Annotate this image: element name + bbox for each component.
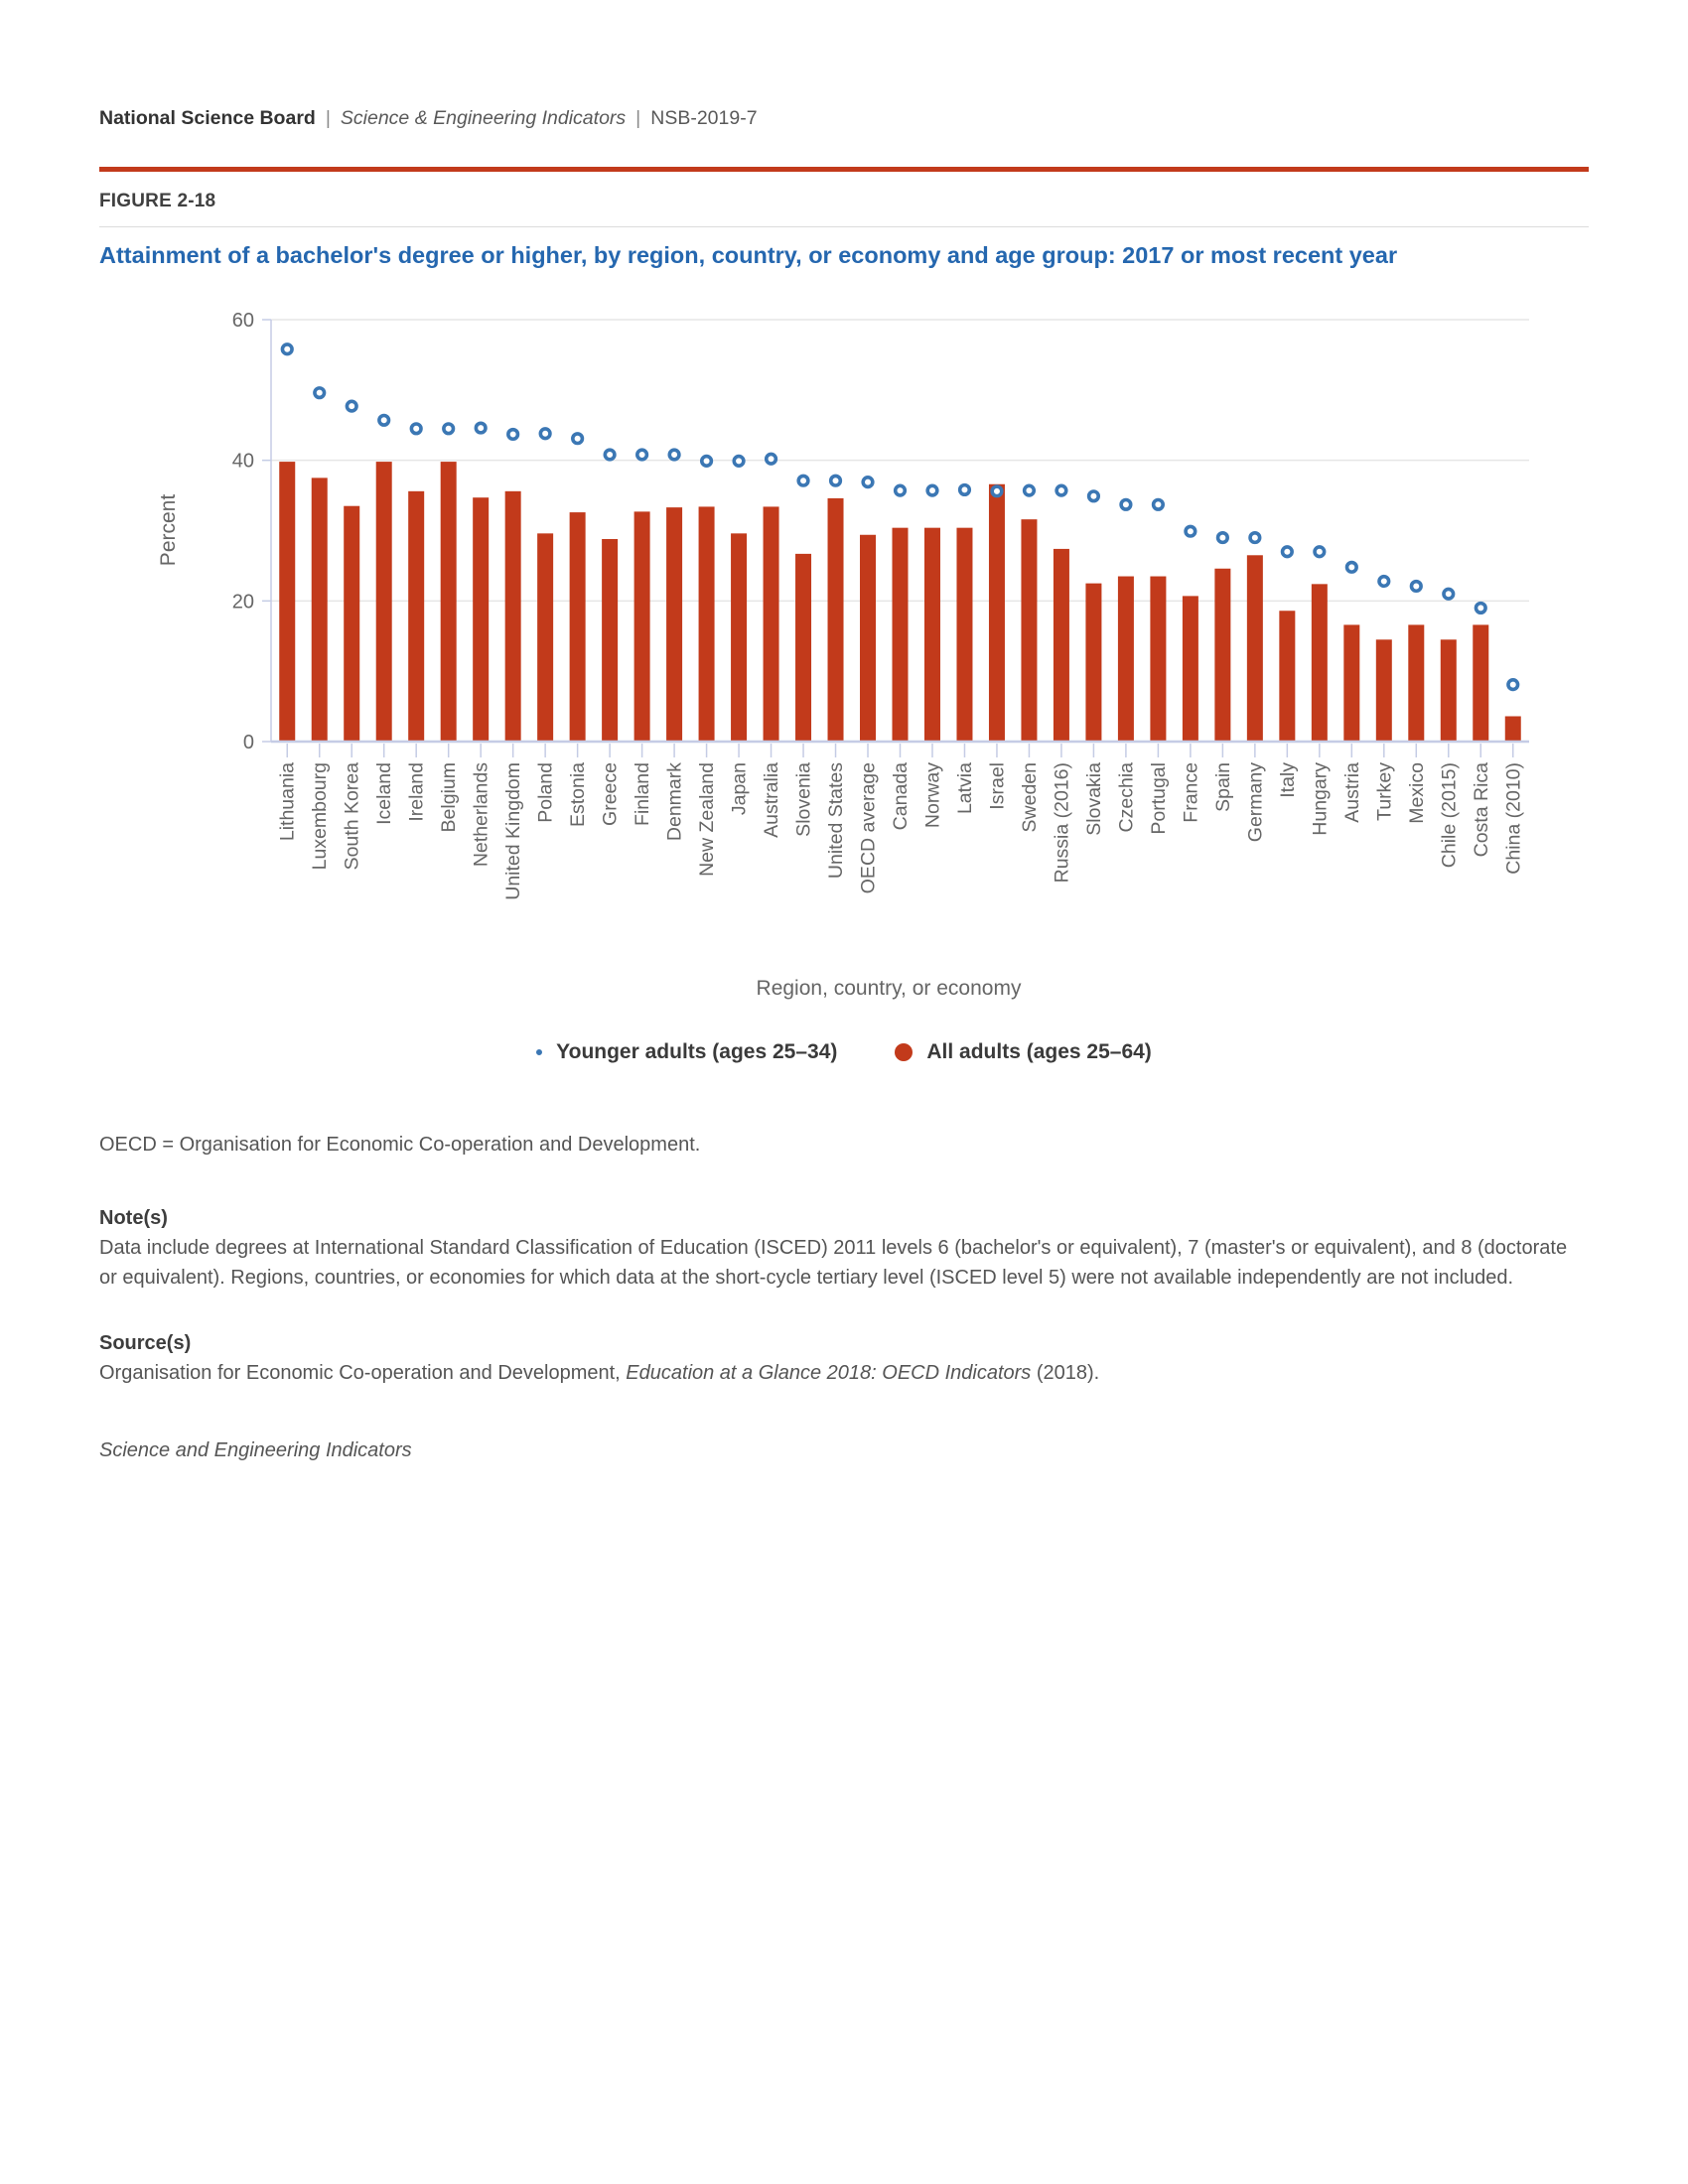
- marker-Iceland: [379, 415, 389, 425]
- notes-text: Data include degrees at International Standard Classification of Education (ISCED) 2011 levels 6 (bachelor's or equivalent), 7 (master's or equivalent), and 8 (doctorate or equivalent). Regions, countries, or economies for which data at the short-cycle tertiary level (ISCED level 5) were not available independently are not included.: [99, 1237, 1568, 1289]
- bar-Canada: [893, 528, 909, 742]
- bar-South Korea: [344, 506, 359, 742]
- x-label-Spain: Spain: [1211, 762, 1234, 812]
- abbreviation-note: OECD = Organisation for Economic Co-operation and Development.: [99, 1134, 701, 1156]
- bar-Greece: [602, 539, 618, 742]
- bar-Russia (2016): [1054, 549, 1069, 742]
- figure-label: FIGURE 2-18: [99, 191, 216, 211]
- x-label-Norway: Norway: [921, 762, 944, 829]
- x-label-Canada: Canada: [890, 762, 912, 831]
- bar-Israel: [989, 484, 1005, 742]
- legend-label: All adults (ages 25–64): [926, 1040, 1152, 1063]
- x-axis-title: Region, country, or economy: [756, 977, 1022, 1000]
- x-label-Ireland: Ireland: [405, 762, 428, 822]
- bar-Chile (2015): [1441, 639, 1457, 742]
- x-label-Turkey: Turkey: [1373, 762, 1396, 821]
- bar-OECD average: [860, 535, 876, 742]
- marker-OECD average: [863, 478, 873, 487]
- bar-Iceland: [376, 462, 392, 742]
- bar-Portugal: [1150, 577, 1166, 742]
- bar-Luxembourg: [312, 478, 328, 742]
- source-heading: Source(s): [99, 1332, 192, 1354]
- marker-Costa Rica: [1476, 604, 1485, 614]
- marker-Lithuania: [282, 344, 292, 354]
- report-id: NSB-2019-7: [650, 107, 758, 129]
- x-label-Austria: Austria: [1340, 762, 1363, 823]
- x-label-Finland: Finland: [632, 762, 654, 826]
- x-label-Japan: Japan: [728, 762, 751, 816]
- source-prefix: Organisation for Economic Co-operation and Development,: [99, 1362, 627, 1384]
- bar-Estonia: [570, 512, 586, 742]
- y-tick-label: 40: [231, 450, 254, 473]
- bar-Belgium: [441, 462, 457, 742]
- x-label-Lithuania: Lithuania: [276, 762, 299, 842]
- x-label-OECD average: OECD average: [857, 762, 880, 894]
- x-label-Belgium: Belgium: [438, 762, 461, 833]
- header-separator: |: [325, 107, 331, 129]
- bar-Ireland: [408, 491, 424, 742]
- x-label-Iceland: Iceland: [373, 762, 396, 825]
- source-text: [99, 1358, 1589, 1388]
- marker-United Kingdom: [508, 430, 518, 440]
- marker-Belgium: [444, 424, 454, 434]
- marker-Denmark: [669, 450, 679, 460]
- bar-Australia: [764, 506, 779, 742]
- marker-Latvia: [960, 485, 970, 495]
- x-label-Estonia: Estonia: [567, 762, 590, 828]
- bar-Netherlands: [473, 497, 489, 742]
- x-label-Australia: Australia: [761, 762, 783, 838]
- x-label-Czechia: Czechia: [1115, 762, 1138, 833]
- marker-Finland: [637, 450, 647, 460]
- filled-circle-marker-icon: [895, 1043, 913, 1061]
- marker-Hungary: [1315, 547, 1325, 557]
- marker-New Zealand: [702, 457, 712, 467]
- bar-Latvia: [956, 528, 972, 742]
- bar-Finland: [634, 511, 650, 742]
- bar-China (2010): [1505, 717, 1521, 743]
- org-name: National Science Board: [99, 107, 316, 129]
- bar-Denmark: [666, 507, 682, 742]
- marker-Norway: [927, 485, 937, 495]
- figure-title: Attainment of a bachelor's degree or higher, by region, country, or economy and age group: 2017 or most recent year: [99, 242, 1398, 268]
- bar-Slovenia: [795, 554, 811, 742]
- marker-Czechia: [1121, 499, 1131, 509]
- chart-legend: [0, 1040, 1688, 1064]
- marker-Poland: [540, 429, 550, 439]
- bar-New Zealand: [699, 506, 715, 742]
- marker-Japan: [734, 457, 744, 467]
- marker-Portugal: [1154, 499, 1164, 509]
- marker-Chile (2015): [1444, 589, 1454, 599]
- x-label-Denmark: Denmark: [663, 762, 686, 842]
- marker-Slovenia: [798, 476, 808, 485]
- bar-France: [1183, 596, 1198, 742]
- bar-Costa Rica: [1473, 624, 1488, 742]
- x-label-Costa Rica: Costa Rica: [1470, 762, 1492, 858]
- x-label-Latvia: Latvia: [953, 762, 976, 815]
- marker-France: [1186, 526, 1196, 536]
- x-label-Slovakia: Slovakia: [1082, 762, 1105, 836]
- bar-Germany: [1247, 555, 1263, 742]
- x-label-United Kingdom: United Kingdom: [502, 762, 525, 900]
- x-label-Chile (2015): Chile (2015): [1438, 762, 1461, 869]
- source-suffix: (2018).: [1031, 1362, 1100, 1384]
- bar-Turkey: [1376, 639, 1392, 742]
- bar-Japan: [731, 533, 747, 742]
- bar-Norway: [924, 528, 940, 742]
- x-label-Slovenia: Slovenia: [792, 762, 815, 837]
- x-label-Greece: Greece: [599, 762, 622, 826]
- x-label-Italy: Italy: [1276, 762, 1299, 798]
- marker-Estonia: [573, 434, 583, 444]
- legend-item-all-adults: [895, 1040, 1151, 1064]
- marker-Russia (2016): [1056, 485, 1066, 495]
- y-tick-label: 0: [242, 732, 254, 753]
- x-label-Mexico: Mexico: [1405, 762, 1428, 824]
- publication-name: Science & Engineering Indicators: [340, 107, 627, 129]
- x-label-Poland: Poland: [534, 762, 557, 823]
- x-label-United States: United States: [825, 762, 848, 880]
- bar-Spain: [1214, 569, 1230, 742]
- marker-United States: [831, 476, 841, 485]
- marker-Slovakia: [1089, 491, 1099, 501]
- marker-Ireland: [411, 424, 421, 434]
- bar-Sweden: [1021, 519, 1037, 742]
- marker-Mexico: [1411, 582, 1421, 592]
- bar-Czechia: [1118, 577, 1134, 742]
- x-label-China (2010): China (2010): [1502, 762, 1525, 875]
- marker-Netherlands: [476, 423, 486, 433]
- bar-Italy: [1279, 611, 1295, 742]
- marker-Spain: [1218, 533, 1228, 543]
- marker-Greece: [605, 450, 615, 460]
- bar-Lithuania: [279, 462, 295, 742]
- bar-Poland: [537, 533, 553, 742]
- x-label-Germany: Germany: [1244, 762, 1267, 843]
- marker-Israel: [992, 486, 1002, 496]
- y-tick-label: 20: [231, 591, 254, 614]
- marker-Germany: [1250, 533, 1260, 543]
- marker-Austria: [1347, 563, 1357, 573]
- x-label-Portugal: Portugal: [1147, 762, 1170, 835]
- open-circle-marker-icon: [536, 1049, 542, 1055]
- x-label-Hungary: Hungary: [1309, 762, 1332, 836]
- legend-item-younger-adults: [536, 1040, 837, 1064]
- marker-Luxembourg: [315, 388, 325, 398]
- x-label-Israel: Israel: [986, 762, 1009, 810]
- legend-label: Younger adults (ages 25–34): [556, 1040, 838, 1063]
- figure-footnotes: [99, 1130, 1589, 1465]
- marker-Canada: [896, 485, 906, 495]
- source-title: Education at a Glance 2018: OECD Indicators: [626, 1362, 1032, 1384]
- bar-Mexico: [1408, 624, 1424, 742]
- attainment-chart: [0, 0, 1688, 1023]
- bar-Slovakia: [1085, 584, 1101, 742]
- y-tick-label: 60: [231, 310, 254, 332]
- indicators-brand-line: Science and Engineering Indicators: [99, 1439, 412, 1461]
- marker-South Korea: [347, 401, 356, 411]
- bar-United Kingdom: [505, 491, 521, 742]
- y-axis-title: Percent: [157, 493, 180, 567]
- x-label-South Korea: South Korea: [341, 762, 363, 871]
- x-label-Luxembourg: Luxembourg: [309, 762, 332, 871]
- marker-Sweden: [1025, 485, 1035, 495]
- x-label-Russia (2016): Russia (2016): [1051, 762, 1073, 884]
- x-label-Sweden: Sweden: [1018, 762, 1041, 833]
- header-separator: |: [635, 107, 641, 129]
- x-label-Netherlands: Netherlands: [470, 762, 492, 868]
- marker-Turkey: [1379, 577, 1389, 587]
- marker-Australia: [767, 454, 776, 464]
- marker-China (2010): [1508, 680, 1518, 690]
- notes-heading: Note(s): [99, 1207, 168, 1229]
- x-label-New Zealand: New Zealand: [696, 762, 719, 877]
- marker-Italy: [1283, 547, 1293, 557]
- bar-Austria: [1343, 624, 1359, 742]
- bar-United States: [828, 498, 844, 742]
- x-label-France: France: [1180, 762, 1202, 823]
- bar-Hungary: [1312, 584, 1328, 742]
